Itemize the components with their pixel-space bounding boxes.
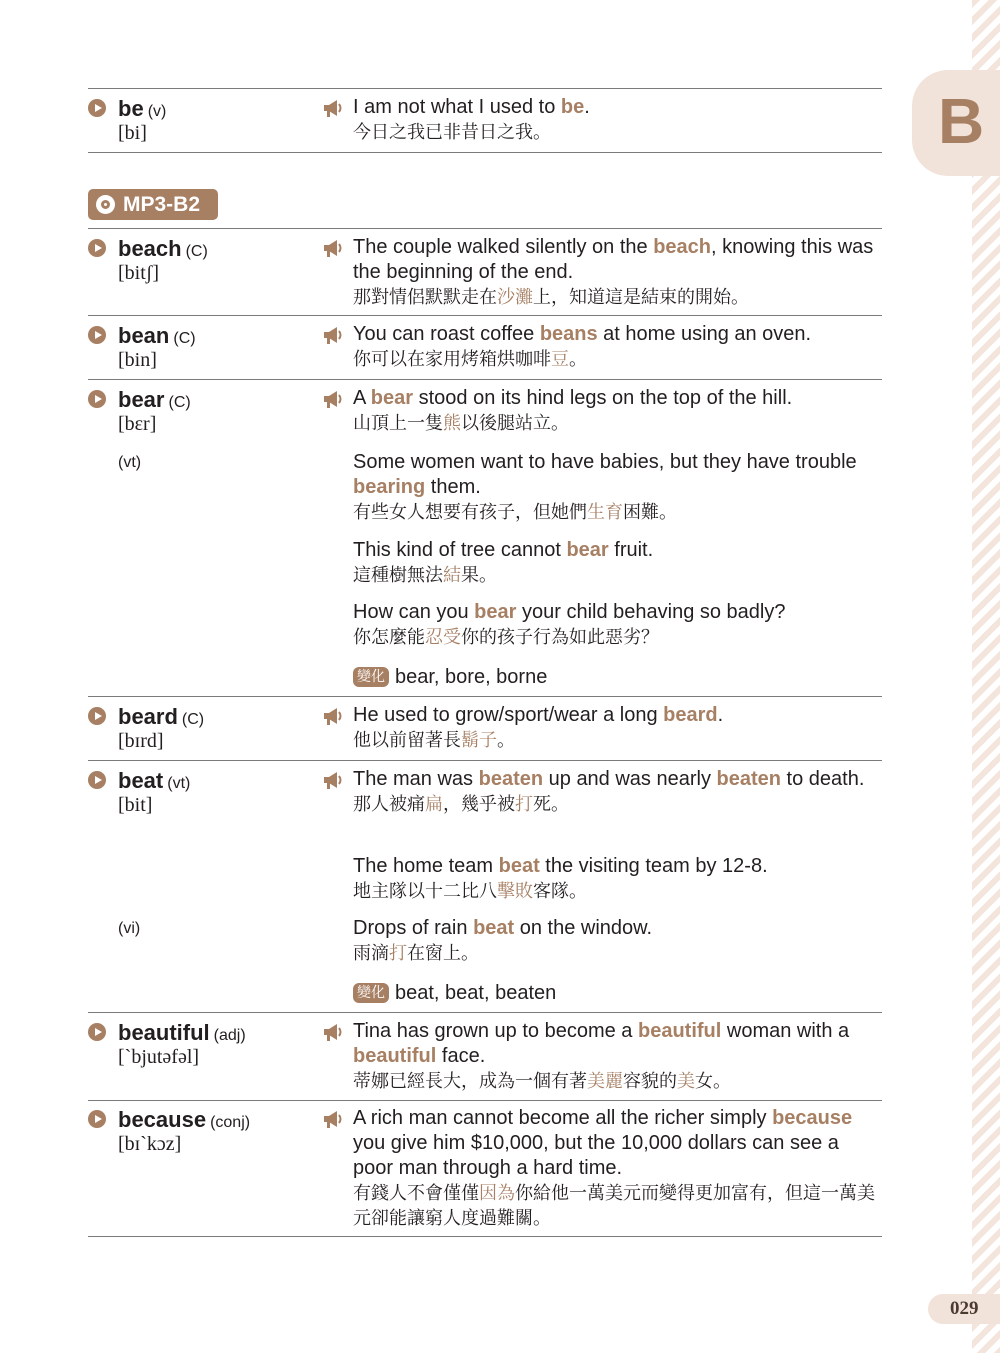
text-run: 你怎麼能 [353,627,425,648]
variation-badge: 變化 [353,667,389,687]
text-run: on the window. [514,917,653,939]
example-sentence [353,1106,878,1231]
text-run: 山頂上一隻 [353,413,443,434]
example-chinese [353,1181,878,1231]
part-of-speech: (conj) [210,1114,251,1131]
play-circle-icon[interactable] [88,326,106,344]
highlight-text: 結 [443,565,461,586]
play-circle-icon[interactable] [88,771,106,789]
text-run: . [584,96,590,118]
speaker-icon[interactable] [322,1021,344,1043]
text-run: them. [425,476,481,498]
speaker-icon[interactable] [322,769,344,791]
text-run: at home using an oven. [597,323,812,345]
divider [88,760,882,761]
variation-forms [353,980,556,1006]
variation-badge: 變化 [353,983,389,1003]
example-english [353,322,878,347]
text-run: 客隊。 [533,881,587,902]
part-of-speech: (C) [168,394,191,411]
play-circle-icon[interactable] [88,1110,106,1128]
example-chinese [353,500,878,525]
text-run: the visiting team by 12-8. [539,855,768,877]
text-run: 以後腿站立。 [461,413,569,434]
highlight-text: 打 [389,943,407,964]
highlight-text: 扁 [425,794,443,815]
audio-track-label: MP3-B2 [123,193,201,216]
text-run: 雨滴 [353,943,389,964]
text-run: He used to grow/sport/wear a long [353,704,664,726]
text-run: 困難。 [623,502,677,523]
play-circle-icon[interactable] [88,1023,106,1041]
play-circle-icon[interactable] [88,390,106,408]
example-sentence [353,538,878,588]
page-edge-stripe [972,0,1000,1353]
example-chinese [353,1069,878,1094]
text-run: to death. [780,768,865,790]
text-run: How can you [353,601,475,623]
part-of-speech: (C) [185,243,208,260]
part-of-speech-extra: (vt) [118,454,142,471]
highlight-text: 熊 [443,413,461,434]
example-sentence [353,1019,878,1094]
divider [88,1100,882,1101]
text-run: face. [436,1045,486,1067]
headword [118,1020,246,1046]
text-run: The man was [353,768,479,790]
headword-text: because [118,1107,207,1132]
text-run: 你可以在家用烤箱烘咖啡 [353,349,551,370]
phonetic: [bitʃ] [118,262,160,284]
phonetic: [bi] [118,122,147,144]
text-run: , knowing this was the beginning of the end. [353,236,874,283]
example-chinese [353,941,878,966]
headword [118,236,208,262]
phonetic: [bin] [118,349,157,371]
headword-text: bean [118,323,170,348]
text-run: A [353,387,371,409]
headword-text: beat [118,768,164,793]
divider [88,1012,882,1013]
highlight-text: 生育 [587,502,623,523]
highlight-text: be [560,96,585,118]
example-english [353,854,878,879]
example-english [353,600,878,625]
text-run: The home team [353,855,499,877]
highlight-text: beard [663,704,718,726]
text-run: 容貌的 [623,1071,677,1092]
speaker-icon[interactable] [322,705,344,727]
part-of-speech: (vt) [167,775,191,792]
part-of-speech: (v) [147,103,167,120]
highlight-text: 美 [677,1071,695,1092]
highlight-text: beat [473,917,515,939]
part-of-speech: (adj) [213,1027,246,1044]
text-run: I am not what I used to [353,96,561,118]
example-sentence [353,450,878,525]
headword [118,704,204,730]
headword-text: be [118,96,144,121]
headword [118,323,196,349]
text-run: 女。 [695,1071,731,1092]
text-run: 那對情侶默默走在 [353,287,497,308]
text-run: 。 [497,730,515,751]
text-run: 在窗上。 [407,943,479,964]
page-number: 029 [928,1294,1000,1324]
text-run: 有些女人想要有孩子，但她們 [353,502,587,523]
example-sentence [353,916,878,966]
text-run: A rich man cannot become all the richer simply [353,1107,773,1129]
highlight-text: beaten [478,768,544,790]
headword [118,387,191,413]
highlight-text: beautiful [637,1020,722,1042]
highlight-text: 沙灘 [497,287,533,308]
highlight-text: 打 [515,794,533,815]
headword [118,96,166,122]
variation-forms [353,664,547,690]
headword-text: beard [118,704,178,729]
example-chinese [353,411,878,436]
divider [88,379,882,380]
highlight-text: 忍受 [425,627,461,648]
headword-text: beach [118,236,182,261]
headword [118,768,190,794]
example-chinese [353,285,878,310]
highlight-text: 鬍子 [461,730,497,751]
example-sentence [353,703,878,753]
highlight-text: 擊敗 [497,881,533,902]
text-run: fruit. [608,539,654,561]
text-run: Some women want to have babies, but they have trouble [353,451,857,473]
example-english [353,95,878,120]
highlight-text: 美麗 [587,1071,623,1092]
speaker-icon[interactable] [322,97,344,119]
text-run: 。 [569,349,587,370]
divider [88,1236,882,1237]
part-of-speech: (C) [173,330,196,347]
text-run: 有錢人不會僅僅 [353,1183,479,1204]
highlight-text: beans [539,323,598,345]
phonetic: [bɪˋkɔz] [118,1133,182,1155]
phonetic: [bɪrd] [118,730,164,752]
divider [88,152,882,153]
headword-text: bear [118,387,165,412]
example-english [353,538,878,563]
text-run: you give him $10,000, but the 10,000 dollars can see a poor man through a hard time. [353,1132,839,1179]
highlight-text: 豆 [551,349,569,370]
example-english [353,386,878,411]
speaker-icon[interactable] [322,1108,344,1130]
example-sentence [353,235,878,310]
highlight-text: beach [653,236,711,258]
example-sentence [353,854,878,904]
example-chinese [353,120,878,145]
section-letter: B [938,85,985,157]
highlight-text: beaten [716,768,781,790]
phonetic: [bɛr] [118,413,157,435]
text-run: This kind of tree cannot [353,539,567,561]
audio-track-button[interactable] [88,189,218,220]
highlight-text: beat [498,855,540,877]
section-letter-tab [912,70,1000,176]
text-run: ，幾乎被 [443,794,515,815]
text-run: Drops of rain [353,917,474,939]
part-of-speech: (C) [181,711,205,728]
text-run: woman with a [721,1020,850,1042]
text-run: up and was nearly [543,768,717,790]
text-run: 他以前留著長 [353,730,461,751]
divider [88,88,882,89]
divider [88,228,882,229]
example-english [353,1106,878,1181]
part-of-speech-extra: (vi) [118,920,141,937]
example-chinese [353,879,878,904]
highlight-text: because [772,1107,853,1129]
text-run: 地主隊以十二比八 [353,881,497,902]
example-sentence [353,386,878,436]
headword [118,1107,250,1133]
cd-disc-icon [96,195,115,214]
example-english [353,916,878,941]
text-run: 你的孩子行為如此惡劣？ [461,627,659,648]
highlight-text: 因為 [479,1183,515,1204]
speaker-icon[interactable] [322,388,344,410]
example-sentence [353,95,878,145]
phonetic: [ˋbjutəfəl] [118,1046,200,1068]
headword-text: beautiful [118,1020,210,1045]
play-circle-icon[interactable] [88,99,106,117]
variation-text: bear, bore, borne [395,666,548,688]
highlight-text: beautiful [353,1045,437,1067]
example-chinese [353,347,878,372]
example-sentence [353,767,878,817]
text-run: The couple walked silently on the [353,236,654,258]
text-run: 你給他一萬美元而變得更加富有，但這一萬美元卻能讓窮人度過難關。 [353,1183,875,1229]
text-run: 今日之我已非昔日之我。 [353,122,551,143]
text-run: stood on its hind legs on the top of the hill. [413,387,793,409]
text-run: 上，知道這是結束的開始。 [533,287,749,308]
example-english [353,767,878,792]
example-chinese [353,792,878,817]
highlight-text: bear [370,387,414,409]
example-english [353,235,878,285]
speaker-icon[interactable] [322,237,344,259]
play-circle-icon[interactable] [88,707,106,725]
text-run: 這種樹無法 [353,565,443,586]
text-run: 那人被痛 [353,794,425,815]
example-chinese [353,563,878,588]
example-english [353,450,878,500]
highlight-text: bearing [353,476,426,498]
example-english [353,1019,878,1069]
text-run: 死。 [533,794,569,815]
text-run: your child behaving so badly? [516,601,786,623]
divider [88,315,882,316]
variation-text: beat, beat, beaten [395,982,557,1004]
text-run: . [717,704,724,726]
speaker-icon[interactable] [322,324,344,346]
example-sentence [353,322,878,372]
text-run: Tina has grown up to become a [353,1020,638,1042]
text-run: 蒂娜已經長大，成為一個有著 [353,1071,587,1092]
text-run: 果。 [461,565,497,586]
example-english [353,703,878,728]
play-circle-icon[interactable] [88,239,106,257]
phonetic: [bit] [118,794,153,816]
text-run: You can roast coffee [353,323,540,345]
highlight-text: bear [474,601,517,623]
highlight-text: bear [566,539,609,561]
example-chinese [353,728,878,753]
divider [88,696,882,697]
example-sentence [353,600,878,650]
example-chinese [353,625,878,650]
